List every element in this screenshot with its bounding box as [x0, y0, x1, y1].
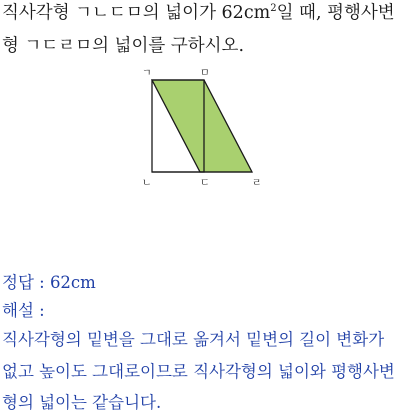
question-line-1-text: 직사각형 ㄱㄴㄷㅁ의 넓이가 62cm [2, 3, 271, 23]
unit-superscript: 2 [270, 3, 277, 14]
vertex-label-bottom-left: ㄴ [142, 178, 152, 189]
explanation-label: 해설 : [2, 301, 45, 320]
vertex-label-bottom-mid: ㄷ [200, 178, 210, 189]
parallelogram-shaded [152, 80, 252, 172]
vertex-label-top-left: ㄱ [142, 68, 152, 79]
figure-drawing [130, 64, 270, 190]
question-line-2: 형 ㄱㄷㄹㅁ의 넓이를 구하시오. [2, 36, 245, 56]
answer-value: 62cm [49, 273, 96, 292]
explanation-line-3: 형의 넓이는 같습니다. [2, 393, 162, 412]
vertex-label-top-right: ㅁ [200, 68, 210, 79]
answer-line [2, 272, 96, 294]
vertex-label-bottom-right: ㄹ [252, 178, 262, 189]
explanation-line-1: 직사각형의 밑변을 그대로 옮겨서 밑변의 길이 변화가 [2, 330, 385, 349]
question-line-1-end: 일 때, 평행사변 [276, 3, 395, 23]
explanation-line-2: 없고 높이도 그대로이므로 직사각형의 넓이와 평행사변 [2, 362, 395, 381]
parallelogram-figure [130, 64, 270, 190]
answer-label: 정답 : [2, 273, 50, 292]
question-line-1 [2, 1, 395, 25]
